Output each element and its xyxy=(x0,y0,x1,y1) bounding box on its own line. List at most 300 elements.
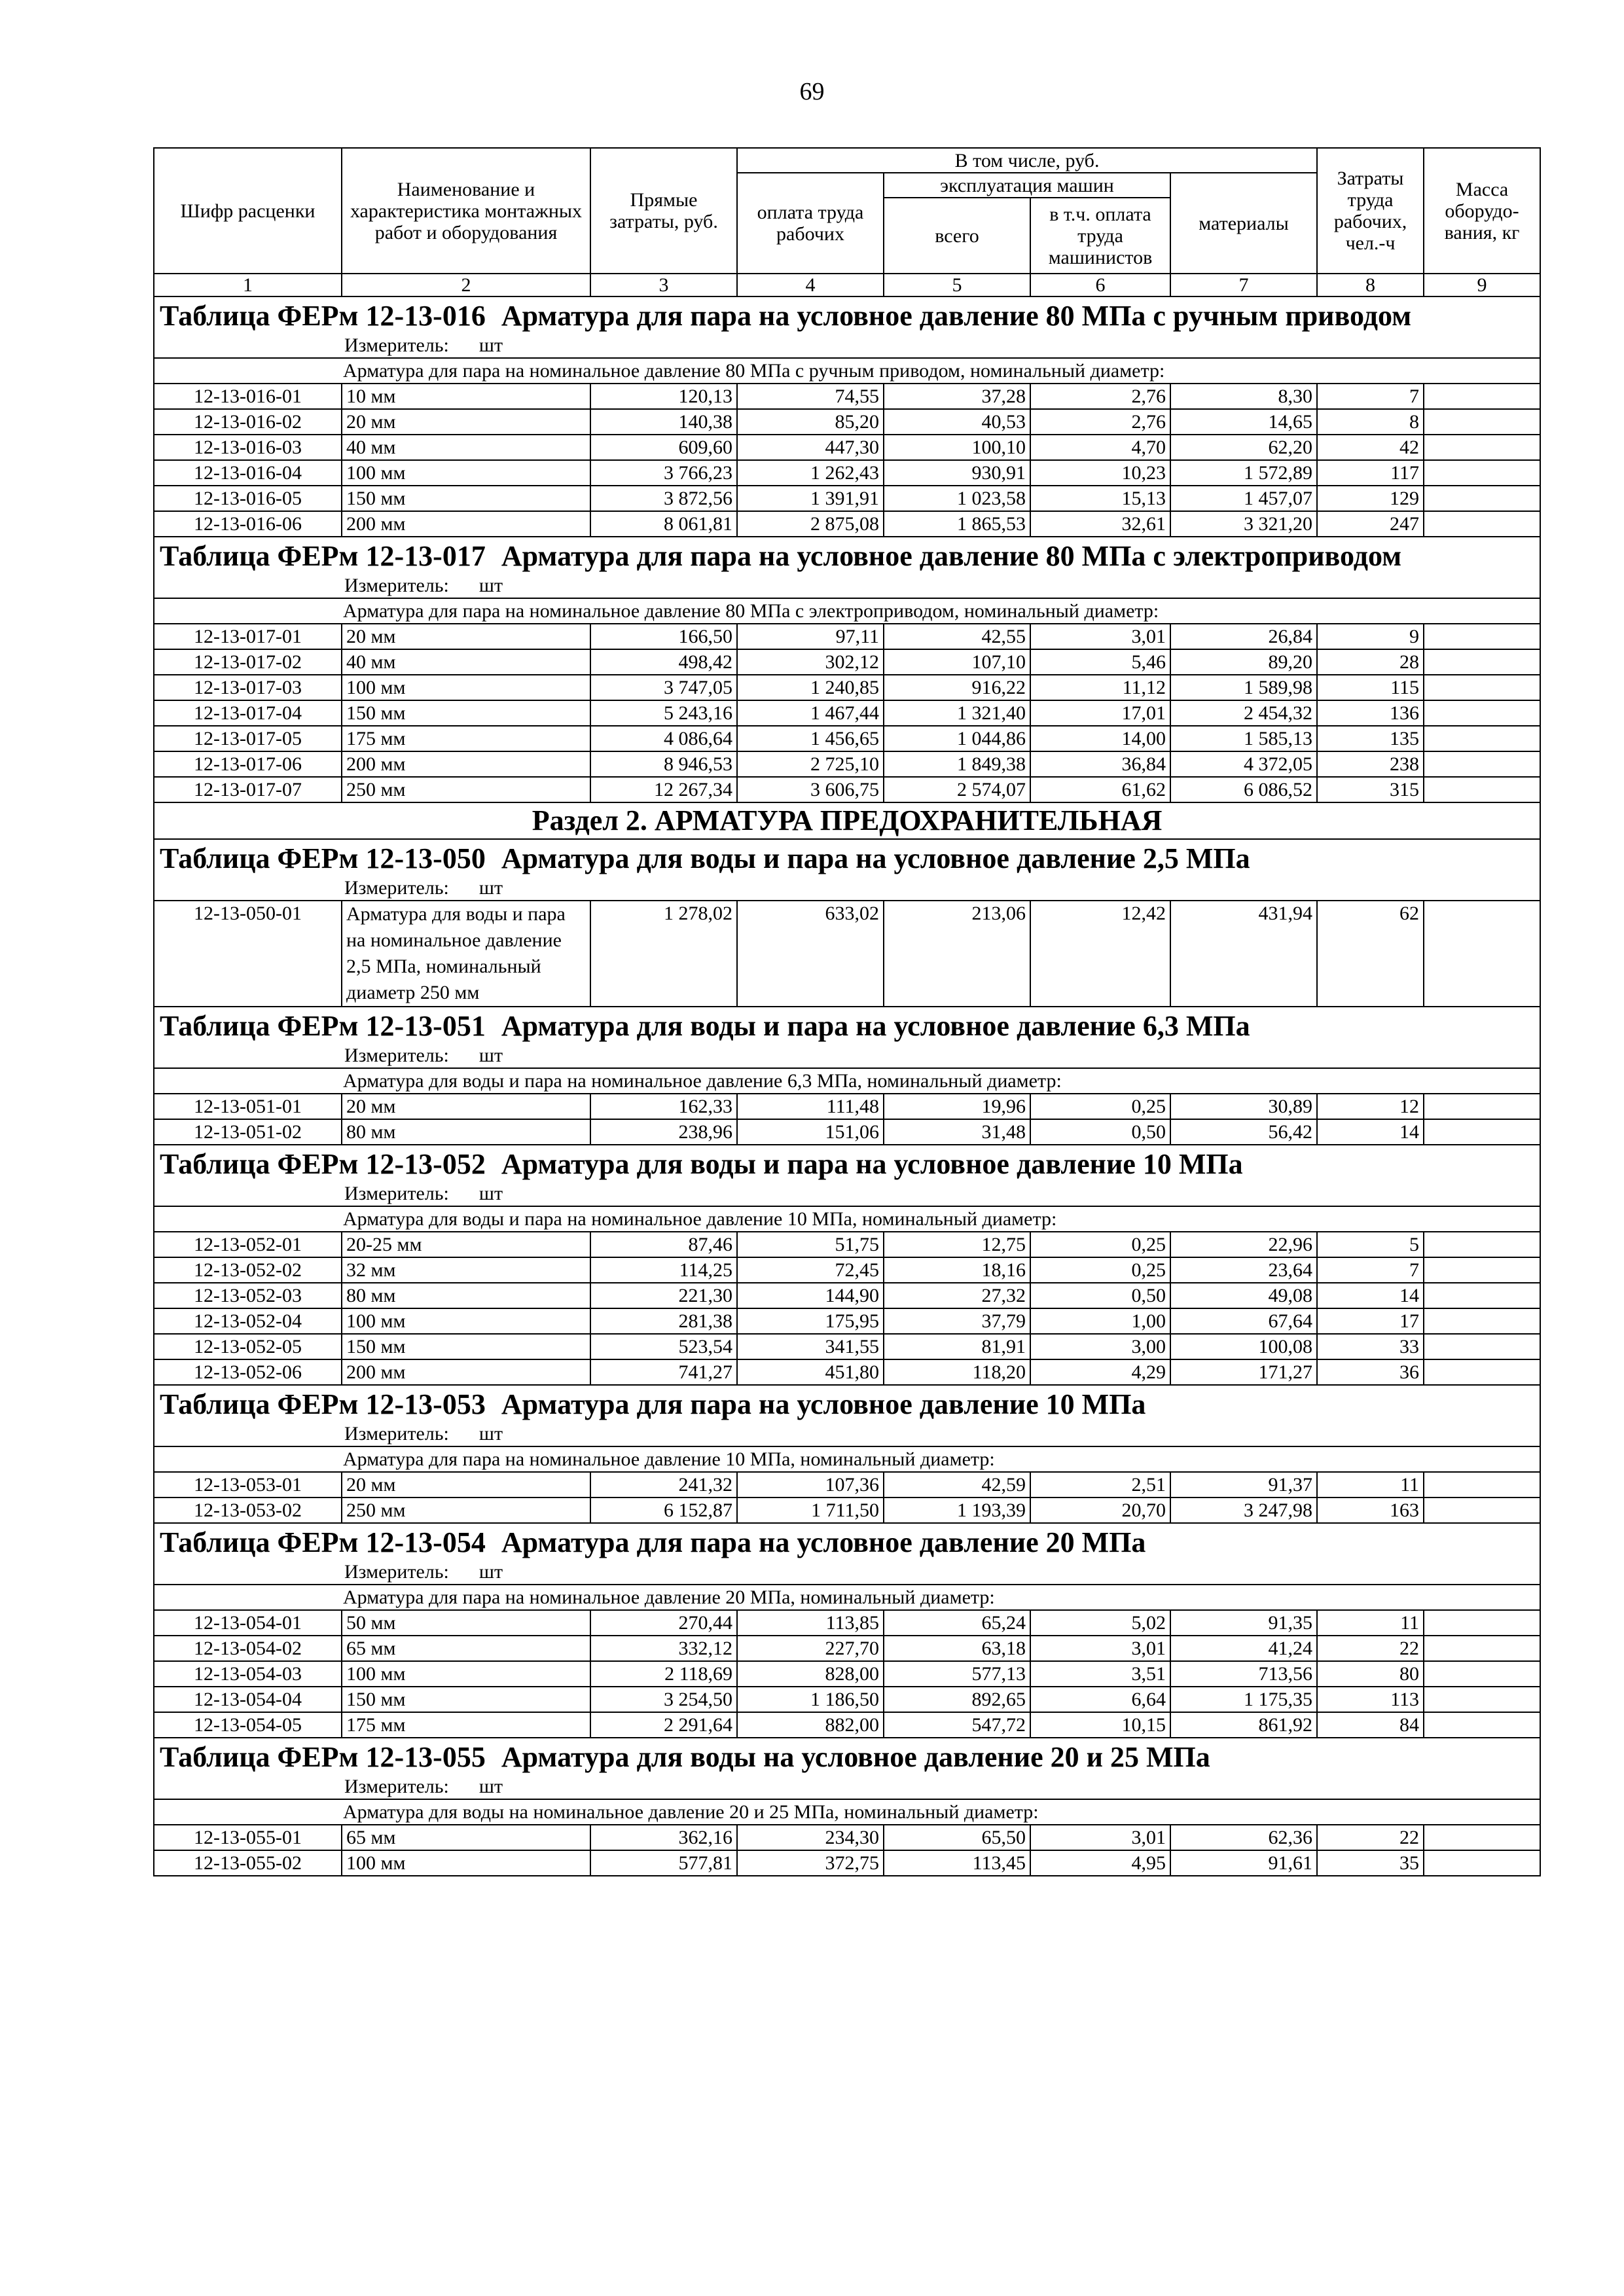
table-code: Таблица ФЕРм 12-13-055 xyxy=(160,1741,486,1773)
row-mass xyxy=(1424,1636,1540,1661)
table-title xyxy=(160,1740,1534,1775)
table-note: Арматура для пара на номинальное давление 20 МПа, номинальный диаметр: xyxy=(154,1585,1540,1610)
table-name: Арматура для воды на условное давление 20 и 25 МПа xyxy=(501,1741,1210,1773)
row-mass xyxy=(1424,1359,1540,1385)
measure-unit: шт xyxy=(478,1045,503,1066)
row-direct-cost: 8 946,53 xyxy=(590,751,737,777)
table-title-cell xyxy=(154,1385,1540,1446)
table-row xyxy=(154,726,1540,751)
row-labor: 7 xyxy=(1317,1257,1424,1283)
row-materials: 1 175,35 xyxy=(1170,1687,1317,1712)
row-direct-cost: 114,25 xyxy=(590,1257,737,1283)
row-labor: 163 xyxy=(1317,1498,1424,1523)
row-direct-cost: 12 267,34 xyxy=(590,777,737,802)
row-name: 40 мм xyxy=(342,435,590,460)
row-code: 12-13-055-01 xyxy=(154,1825,342,1850)
table-title xyxy=(160,1525,1534,1560)
row-wage: 2 725,10 xyxy=(737,751,884,777)
measure-label: Измеритель: xyxy=(344,1561,449,1583)
row-wage: 144,90 xyxy=(737,1283,884,1308)
row-mass xyxy=(1424,649,1540,675)
table-note-row xyxy=(154,598,1540,624)
row-labor: 80 xyxy=(1317,1661,1424,1687)
row-code: 12-13-017-07 xyxy=(154,777,342,802)
row-mass xyxy=(1424,1232,1540,1257)
row-machine-wage: 4,70 xyxy=(1030,435,1170,460)
row-materials: 1 585,13 xyxy=(1170,726,1317,751)
row-direct-cost: 2 118,69 xyxy=(590,1661,737,1687)
row-code: 12-13-017-02 xyxy=(154,649,342,675)
row-labor: 35 xyxy=(1317,1850,1424,1876)
row-direct-cost: 8 061,81 xyxy=(590,511,737,537)
row-labor: 238 xyxy=(1317,751,1424,777)
table-title-cell xyxy=(154,1523,1540,1585)
row-code: 12-13-016-03 xyxy=(154,435,342,460)
row-code: 12-13-052-06 xyxy=(154,1359,342,1385)
table-name: Арматура для пара на условное давление 10 МПа xyxy=(501,1388,1146,1420)
row-code: 12-13-052-05 xyxy=(154,1334,342,1359)
row-materials: 23,64 xyxy=(1170,1257,1317,1283)
row-name: 20 мм xyxy=(342,624,590,649)
measure-line xyxy=(160,1422,1534,1446)
measure-unit: шт xyxy=(478,1423,503,1444)
row-name: 50 мм xyxy=(342,1610,590,1636)
row-mass xyxy=(1424,700,1540,726)
row-labor: 42 xyxy=(1317,435,1424,460)
table-note-row xyxy=(154,1068,1540,1094)
row-machine-cost: 1 849,38 xyxy=(884,751,1030,777)
row-direct-cost: 3 254,50 xyxy=(590,1687,737,1712)
row-machine-wage: 61,62 xyxy=(1030,777,1170,802)
row-labor: 8 xyxy=(1317,409,1424,435)
row-labor: 117 xyxy=(1317,460,1424,486)
row-machine-cost: 1 865,53 xyxy=(884,511,1030,537)
row-code: 12-13-016-02 xyxy=(154,409,342,435)
row-direct-cost: 3 766,23 xyxy=(590,460,737,486)
row-direct-cost: 238,96 xyxy=(590,1119,737,1145)
row-code: 12-13-017-06 xyxy=(154,751,342,777)
row-wage: 828,00 xyxy=(737,1661,884,1687)
table-row xyxy=(154,409,1540,435)
row-machine-cost: 1 321,40 xyxy=(884,700,1030,726)
row-name: 175 мм xyxy=(342,726,590,751)
table-name: Арматура для воды и пара на условное давление 10 МПа xyxy=(501,1148,1243,1180)
table-row xyxy=(154,700,1540,726)
row-code: 12-13-054-05 xyxy=(154,1712,342,1738)
row-machine-cost: 118,20 xyxy=(884,1359,1030,1385)
row-name: 200 мм xyxy=(342,1359,590,1385)
row-machine-wage: 5,02 xyxy=(1030,1610,1170,1636)
row-wage: 302,12 xyxy=(737,649,884,675)
row-labor: 9 xyxy=(1317,624,1424,649)
row-code: 12-13-016-05 xyxy=(154,486,342,511)
row-machine-cost: 40,53 xyxy=(884,409,1030,435)
row-wage: 1 186,50 xyxy=(737,1687,884,1712)
row-code: 12-13-017-05 xyxy=(154,726,342,751)
table-row xyxy=(154,1472,1540,1498)
table-row xyxy=(154,1687,1540,1712)
header-machine: эксплуатация машин xyxy=(884,173,1170,198)
measure-line xyxy=(160,1044,1534,1067)
row-name: 150 мм xyxy=(342,1687,590,1712)
table-title-cell xyxy=(154,1007,1540,1068)
table-code: Таблица ФЕРм 12-13-017 xyxy=(160,540,486,572)
row-machine-cost: 65,50 xyxy=(884,1825,1030,1850)
row-materials: 2 454,32 xyxy=(1170,700,1317,726)
row-wage: 372,75 xyxy=(737,1850,884,1876)
row-mass xyxy=(1424,1712,1540,1738)
table-row xyxy=(154,511,1540,537)
row-wage: 74,55 xyxy=(737,384,884,409)
row-code: 12-13-051-01 xyxy=(154,1094,342,1119)
row-mass xyxy=(1424,1094,1540,1119)
row-wage: 113,85 xyxy=(737,1610,884,1636)
row-mass xyxy=(1424,751,1540,777)
row-machine-cost: 113,45 xyxy=(884,1850,1030,1876)
row-materials: 91,35 xyxy=(1170,1610,1317,1636)
table-row xyxy=(154,1712,1540,1738)
row-materials: 861,92 xyxy=(1170,1712,1317,1738)
row-machine-cost: 42,55 xyxy=(884,624,1030,649)
table-row xyxy=(154,1636,1540,1661)
row-wage: 1 391,91 xyxy=(737,486,884,511)
row-code: 12-13-052-01 xyxy=(154,1232,342,1257)
row-name: 65 мм xyxy=(342,1636,590,1661)
row-mass xyxy=(1424,409,1540,435)
row-direct-cost: 3 872,56 xyxy=(590,486,737,511)
measure-line xyxy=(160,876,1534,900)
table-name: Арматура для воды и пара на условное давление 2,5 МПа xyxy=(501,842,1250,874)
row-direct-cost: 87,46 xyxy=(590,1232,737,1257)
row-direct-cost: 332,12 xyxy=(590,1636,737,1661)
table-row xyxy=(154,1498,1540,1523)
row-code: 12-13-016-04 xyxy=(154,460,342,486)
row-machine-wage: 0,50 xyxy=(1030,1283,1170,1308)
row-mass xyxy=(1424,1119,1540,1145)
row-mass xyxy=(1424,901,1540,1007)
row-machine-wage: 14,00 xyxy=(1030,726,1170,751)
row-mass xyxy=(1424,726,1540,751)
row-name: 100 мм xyxy=(342,460,590,486)
row-name: 150 мм xyxy=(342,1334,590,1359)
row-machine-cost: 31,48 xyxy=(884,1119,1030,1145)
row-machine-wage: 3,01 xyxy=(1030,1825,1170,1850)
row-materials: 100,08 xyxy=(1170,1334,1317,1359)
row-code: 12-13-053-02 xyxy=(154,1498,342,1523)
row-machine-wage: 3,01 xyxy=(1030,1636,1170,1661)
row-code: 12-13-050-01 xyxy=(154,901,342,1007)
row-name: 80 мм xyxy=(342,1283,590,1308)
row-machine-cost: 12,75 xyxy=(884,1232,1030,1257)
row-code: 12-13-055-02 xyxy=(154,1850,342,1876)
table-row xyxy=(154,1825,1540,1850)
row-wage: 51,75 xyxy=(737,1232,884,1257)
row-direct-cost: 270,44 xyxy=(590,1610,737,1636)
row-mass xyxy=(1424,1308,1540,1334)
measure-unit: шт xyxy=(478,1776,503,1797)
table-note-row xyxy=(154,1799,1540,1825)
row-machine-wage: 17,01 xyxy=(1030,700,1170,726)
row-code: 12-13-053-01 xyxy=(154,1472,342,1498)
row-wage: 1 456,65 xyxy=(737,726,884,751)
header-materials: материалы xyxy=(1170,173,1317,274)
row-machine-wage: 15,13 xyxy=(1030,486,1170,511)
row-machine-wage: 2,76 xyxy=(1030,384,1170,409)
row-machine-cost: 1 044,86 xyxy=(884,726,1030,751)
row-materials: 41,24 xyxy=(1170,1636,1317,1661)
row-machine-cost: 916,22 xyxy=(884,675,1030,700)
row-wage: 234,30 xyxy=(737,1825,884,1850)
section-title-row xyxy=(154,802,1540,839)
table-title xyxy=(160,539,1534,574)
row-machine-cost: 547,72 xyxy=(884,1712,1030,1738)
row-mass xyxy=(1424,1334,1540,1359)
table-code: Таблица ФЕРм 12-13-016 xyxy=(160,300,486,332)
row-machine-cost: 1 023,58 xyxy=(884,486,1030,511)
row-machine-wage: 0,25 xyxy=(1030,1232,1170,1257)
table-row xyxy=(154,1308,1540,1334)
header-name: Наименование и характеристика монтажных работ и оборудования xyxy=(342,148,590,274)
measure-line xyxy=(160,1182,1534,1206)
table-title-cell xyxy=(154,1738,1540,1799)
row-labor: 33 xyxy=(1317,1334,1424,1359)
row-mass xyxy=(1424,1661,1540,1687)
row-wage: 3 606,75 xyxy=(737,777,884,802)
header-including: В том числе, руб. xyxy=(737,148,1317,173)
header-machine-total: всего xyxy=(884,198,1030,274)
row-materials: 30,89 xyxy=(1170,1094,1317,1119)
table-title-row xyxy=(154,1007,1540,1068)
row-machine-cost: 37,79 xyxy=(884,1308,1030,1334)
column-number: 2 xyxy=(342,274,590,296)
header-direct: Прямые затраты, руб. xyxy=(590,148,737,274)
table-note: Арматура для воды и пара на номинальное давление 10 МПа, номинальный диаметр: xyxy=(154,1206,1540,1232)
table-name: Арматура для пара на условное давление 20 МПа xyxy=(501,1526,1146,1558)
measure-unit: шт xyxy=(478,1561,503,1583)
row-code: 12-13-016-01 xyxy=(154,384,342,409)
row-direct-cost: 6 152,87 xyxy=(590,1498,737,1523)
row-name: 150 мм xyxy=(342,486,590,511)
row-machine-wage: 0,50 xyxy=(1030,1119,1170,1145)
row-wage: 151,06 xyxy=(737,1119,884,1145)
header-code: Шифр расценки xyxy=(154,148,342,274)
row-materials: 56,42 xyxy=(1170,1119,1317,1145)
table-title-cell xyxy=(154,1145,1540,1206)
row-direct-cost: 741,27 xyxy=(590,1359,737,1385)
column-number: 1 xyxy=(154,274,342,296)
row-code: 12-13-052-02 xyxy=(154,1257,342,1283)
row-materials: 1 457,07 xyxy=(1170,486,1317,511)
row-machine-wage: 3,01 xyxy=(1030,624,1170,649)
table-row xyxy=(154,460,1540,486)
row-wage: 882,00 xyxy=(737,1712,884,1738)
measure-line xyxy=(160,334,1534,357)
row-materials: 49,08 xyxy=(1170,1283,1317,1308)
row-machine-cost: 65,24 xyxy=(884,1610,1030,1636)
row-labor: 11 xyxy=(1317,1610,1424,1636)
row-labor: 36 xyxy=(1317,1359,1424,1385)
row-machine-wage: 0,25 xyxy=(1030,1094,1170,1119)
row-labor: 14 xyxy=(1317,1119,1424,1145)
row-machine-wage: 10,23 xyxy=(1030,460,1170,486)
table-row xyxy=(154,1283,1540,1308)
table-row xyxy=(154,1257,1540,1283)
row-labor: 136 xyxy=(1317,700,1424,726)
row-mass xyxy=(1424,435,1540,460)
table-title-row xyxy=(154,1385,1540,1446)
table-row xyxy=(154,675,1540,700)
row-wage: 2 875,08 xyxy=(737,511,884,537)
price-table xyxy=(153,147,1541,1876)
table-body xyxy=(154,296,1540,1876)
table-name: Арматура для пара на условное давление 80 МПа с ручным приводом xyxy=(501,300,1412,332)
row-direct-cost: 241,32 xyxy=(590,1472,737,1498)
table-title xyxy=(160,1147,1534,1182)
table-title xyxy=(160,1387,1534,1422)
row-wage: 1 262,43 xyxy=(737,460,884,486)
table-row xyxy=(154,1334,1540,1359)
row-machine-cost: 42,59 xyxy=(884,1472,1030,1498)
table-row xyxy=(154,624,1540,649)
row-materials: 431,94 xyxy=(1170,901,1317,1007)
table-note: Арматура для пара на номинальное давление 10 МПа, номинальный диаметр: xyxy=(154,1446,1540,1472)
header-wage: оплата труда рабочих xyxy=(737,173,884,274)
table-note: Арматура для воды и пара на номинальное давление 6,3 МПа, номинальный диаметр: xyxy=(154,1068,1540,1094)
row-machine-cost: 930,91 xyxy=(884,460,1030,486)
row-name: 20-25 мм xyxy=(342,1232,590,1257)
row-labor: 22 xyxy=(1317,1636,1424,1661)
row-mass xyxy=(1424,1498,1540,1523)
row-code: 12-13-051-02 xyxy=(154,1119,342,1145)
measure-line xyxy=(160,574,1534,598)
row-direct-cost: 4 086,64 xyxy=(590,726,737,751)
row-machine-cost: 213,06 xyxy=(884,901,1030,1007)
row-labor: 22 xyxy=(1317,1825,1424,1850)
row-materials: 171,27 xyxy=(1170,1359,1317,1385)
row-code: 12-13-054-04 xyxy=(154,1687,342,1712)
row-materials: 8,30 xyxy=(1170,384,1317,409)
measure-label: Измеритель: xyxy=(344,334,449,356)
row-materials: 91,37 xyxy=(1170,1472,1317,1498)
row-machine-cost: 81,91 xyxy=(884,1334,1030,1359)
column-numbers-row xyxy=(154,274,1540,296)
row-machine-wage: 32,61 xyxy=(1030,511,1170,537)
measure-unit: шт xyxy=(478,575,503,596)
row-mass xyxy=(1424,460,1540,486)
row-mass xyxy=(1424,1850,1540,1876)
row-name: 20 мм xyxy=(342,409,590,435)
row-direct-cost: 609,60 xyxy=(590,435,737,460)
row-machine-wage: 20,70 xyxy=(1030,1498,1170,1523)
row-wage: 1 240,85 xyxy=(737,675,884,700)
row-name: 100 мм xyxy=(342,1661,590,1687)
row-materials: 1 589,98 xyxy=(1170,675,1317,700)
row-materials: 22,96 xyxy=(1170,1232,1317,1257)
row-machine-cost: 19,96 xyxy=(884,1094,1030,1119)
row-wage: 227,70 xyxy=(737,1636,884,1661)
row-machine-wage: 2,76 xyxy=(1030,409,1170,435)
row-labor: 17 xyxy=(1317,1308,1424,1334)
row-machine-wage: 10,15 xyxy=(1030,1712,1170,1738)
row-machine-wage: 36,84 xyxy=(1030,751,1170,777)
row-labor: 113 xyxy=(1317,1687,1424,1712)
table-title-row xyxy=(154,1738,1540,1799)
table-title-cell xyxy=(154,296,1540,358)
measure-unit: шт xyxy=(478,877,503,899)
table-row xyxy=(154,777,1540,802)
row-labor: 62 xyxy=(1317,901,1424,1007)
row-machine-wage: 3,51 xyxy=(1030,1661,1170,1687)
table-code: Таблица ФЕРм 12-13-054 xyxy=(160,1526,486,1558)
table-note: Арматура для пара на номинальное давление 80 МПа с ручным приводом, номинальный диаметр: xyxy=(154,358,1540,384)
table-row xyxy=(154,486,1540,511)
table-note-row xyxy=(154,358,1540,384)
row-mass xyxy=(1424,1283,1540,1308)
row-labor: 247 xyxy=(1317,511,1424,537)
measure-unit: шт xyxy=(478,1183,503,1204)
row-mass xyxy=(1424,624,1540,649)
column-number: 3 xyxy=(590,274,737,296)
row-code: 12-13-017-01 xyxy=(154,624,342,649)
row-direct-cost: 5 243,16 xyxy=(590,700,737,726)
row-materials: 62,36 xyxy=(1170,1825,1317,1850)
measure-label: Измеритель: xyxy=(344,1183,449,1204)
table-name: Арматура для воды и пара на условное давление 6,3 МПа xyxy=(501,1010,1250,1042)
row-labor: 315 xyxy=(1317,777,1424,802)
row-name: 200 мм xyxy=(342,511,590,537)
row-name: 80 мм xyxy=(342,1119,590,1145)
table-note: Арматура для пара на номинальное давление 80 МПа с электроприводом, номинальный диаметр: xyxy=(154,598,1540,624)
row-machine-cost: 2 574,07 xyxy=(884,777,1030,802)
row-materials: 62,20 xyxy=(1170,435,1317,460)
measure-label: Измеритель: xyxy=(344,1045,449,1066)
row-name: 32 мм xyxy=(342,1257,590,1283)
row-name: Арматура для воды и пара на номинальное давление 2,5 МПа, номинальный диаметр 250 мм xyxy=(342,901,590,1007)
row-labor: 11 xyxy=(1317,1472,1424,1498)
row-materials: 26,84 xyxy=(1170,624,1317,649)
row-materials: 1 572,89 xyxy=(1170,460,1317,486)
row-direct-cost: 120,13 xyxy=(590,384,737,409)
row-direct-cost: 1 278,02 xyxy=(590,901,737,1007)
row-machine-cost: 63,18 xyxy=(884,1636,1030,1661)
row-labor: 12 xyxy=(1317,1094,1424,1119)
row-mass xyxy=(1424,486,1540,511)
row-name: 40 мм xyxy=(342,649,590,675)
row-labor: 14 xyxy=(1317,1283,1424,1308)
table-header xyxy=(154,148,1540,296)
row-code: 12-13-017-04 xyxy=(154,700,342,726)
table-title-row xyxy=(154,839,1540,901)
row-mass xyxy=(1424,675,1540,700)
row-name: 20 мм xyxy=(342,1094,590,1119)
row-code: 12-13-052-04 xyxy=(154,1308,342,1334)
row-machine-wage: 1,00 xyxy=(1030,1308,1170,1334)
table-title-cell xyxy=(154,537,1540,598)
row-labor: 7 xyxy=(1317,384,1424,409)
row-name: 250 мм xyxy=(342,777,590,802)
row-labor: 28 xyxy=(1317,649,1424,675)
row-mass xyxy=(1424,777,1540,802)
row-name: 250 мм xyxy=(342,1498,590,1523)
measure-label: Измеритель: xyxy=(344,1776,449,1797)
table-title xyxy=(160,1009,1534,1044)
table-note-row xyxy=(154,1446,1540,1472)
row-materials: 14,65 xyxy=(1170,409,1317,435)
table-row xyxy=(154,901,1540,1007)
row-machine-wage: 4,95 xyxy=(1030,1850,1170,1876)
row-materials: 3 247,98 xyxy=(1170,1498,1317,1523)
table-note-row xyxy=(154,1585,1540,1610)
